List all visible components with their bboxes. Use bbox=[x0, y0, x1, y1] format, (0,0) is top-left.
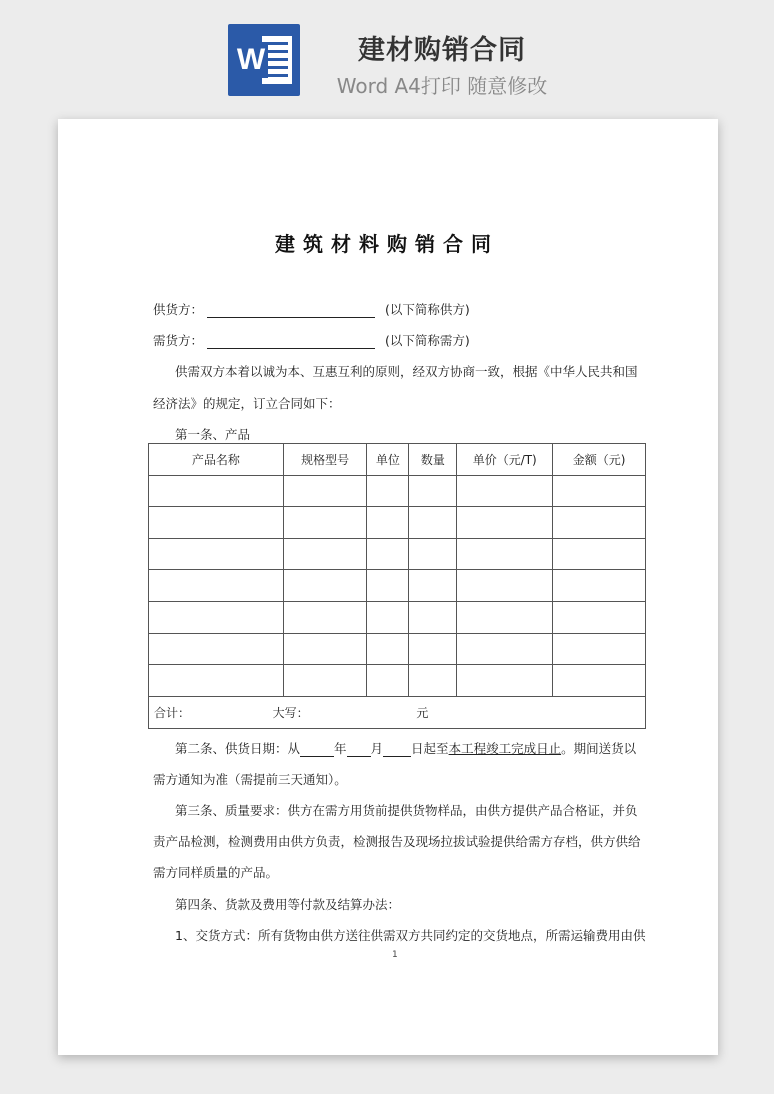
table-cell[interactable] bbox=[283, 633, 367, 665]
table-cell[interactable] bbox=[409, 665, 457, 697]
article-2-tail: 。期间送货以 bbox=[561, 741, 637, 756]
table-header-row bbox=[149, 444, 646, 476]
table-row bbox=[149, 507, 646, 539]
table-cell[interactable] bbox=[283, 538, 367, 570]
table-cell[interactable] bbox=[409, 475, 457, 507]
table-cell[interactable] bbox=[367, 633, 409, 665]
supplier-note: (以下简称供方) bbox=[384, 302, 470, 317]
article-2-line-1 bbox=[175, 739, 636, 757]
article-3-line-3: 需方同样质量的产品。 bbox=[153, 865, 279, 880]
table-cell[interactable] bbox=[283, 507, 367, 539]
header-product-name: 产品名称 bbox=[149, 444, 284, 476]
table-row bbox=[149, 633, 646, 665]
supplier-field[interactable] bbox=[207, 317, 375, 318]
total-label: 合计： bbox=[154, 705, 191, 720]
table-cell[interactable] bbox=[367, 570, 409, 602]
table-row bbox=[149, 665, 646, 697]
banner-title: 建材购销合同 bbox=[358, 35, 526, 66]
table-cell[interactable] bbox=[409, 633, 457, 665]
completion-date-text: 本工程竣工完成日止 bbox=[448, 741, 562, 756]
table-cell[interactable] bbox=[283, 475, 367, 507]
product-table bbox=[148, 443, 646, 729]
supplier-label: 供货方： bbox=[153, 302, 204, 317]
article-3-line-1: 第三条、质量要求：供方在需方用货前提供货物样品，由供方提供产品合格证，并负 bbox=[175, 803, 638, 818]
table-row bbox=[149, 570, 646, 602]
document-title: 建筑材料购销合同 bbox=[275, 232, 499, 256]
table-cell[interactable] bbox=[553, 633, 646, 665]
article-4-heading: 第四条、货款及费用等付款及结算办法： bbox=[175, 897, 401, 912]
table-cell[interactable] bbox=[553, 507, 646, 539]
buyer-label: 需货方： bbox=[153, 333, 204, 348]
table-cell[interactable] bbox=[283, 570, 367, 602]
clause-1: 1、交货方式：所有货物由供方送往供需双方共同约定的交货地点，所需运输费用由供 bbox=[175, 928, 646, 943]
buyer-field[interactable] bbox=[207, 348, 375, 349]
table-cell[interactable] bbox=[149, 507, 284, 539]
article-3-line-2: 责产品检测，检测费用由供方负责，检测报告及现场拉拔试验提供给需方存档，供方供给 bbox=[153, 834, 641, 849]
table-cell[interactable] bbox=[409, 538, 457, 570]
header-unit-price: 单价（元/T) bbox=[457, 444, 553, 476]
table-cell[interactable] bbox=[149, 633, 284, 665]
table-cell[interactable] bbox=[553, 538, 646, 570]
year-field[interactable] bbox=[300, 756, 334, 757]
buyer-line bbox=[153, 331, 470, 349]
capital-label: 大写： bbox=[272, 705, 309, 720]
banner-subtitle: Word A4打印 随意修改 bbox=[336, 74, 548, 98]
header-amount: 金额（元) bbox=[553, 444, 646, 476]
month-field[interactable] bbox=[347, 756, 371, 757]
header-quantity: 数量 bbox=[409, 444, 457, 476]
table-row bbox=[149, 538, 646, 570]
total-cell bbox=[149, 696, 646, 728]
table-cell[interactable] bbox=[367, 538, 409, 570]
table-cell[interactable] bbox=[457, 538, 553, 570]
day-label: 日起至 bbox=[411, 741, 449, 756]
word-logo-icon bbox=[228, 24, 300, 96]
table-cell[interactable] bbox=[149, 570, 284, 602]
table-cell[interactable] bbox=[367, 601, 409, 633]
article-2-line-2: 需方通知为准（需提前三天通知）。 bbox=[153, 772, 347, 787]
page-number: 1 bbox=[392, 950, 398, 960]
table-cell[interactable] bbox=[367, 507, 409, 539]
table-cell[interactable] bbox=[553, 570, 646, 602]
article-2-prefix: 第二条、供货日期：从 bbox=[175, 741, 301, 756]
table-cell[interactable] bbox=[149, 665, 284, 697]
month-label: 月 bbox=[370, 741, 384, 756]
banner bbox=[0, 0, 774, 112]
table-cell[interactable] bbox=[457, 507, 553, 539]
table-cell[interactable] bbox=[149, 475, 284, 507]
table-row bbox=[149, 475, 646, 507]
header-spec-model: 规格型号 bbox=[283, 444, 367, 476]
table-cell[interactable] bbox=[553, 475, 646, 507]
table-cell[interactable] bbox=[553, 601, 646, 633]
table-cell[interactable] bbox=[457, 633, 553, 665]
yuan-label: 元 bbox=[416, 705, 429, 720]
intro-line-2: 经济法》的规定，订立合同如下： bbox=[153, 396, 341, 411]
table-cell[interactable] bbox=[457, 601, 553, 633]
table-row bbox=[149, 601, 646, 633]
table-cell[interactable] bbox=[457, 475, 553, 507]
table-cell[interactable] bbox=[283, 601, 367, 633]
day-field[interactable] bbox=[383, 756, 411, 757]
supplier-line bbox=[153, 300, 470, 318]
table-cell[interactable] bbox=[149, 538, 284, 570]
table-cell[interactable] bbox=[149, 601, 284, 633]
header-unit: 单位 bbox=[367, 444, 409, 476]
table-cell[interactable] bbox=[457, 570, 553, 602]
word-logo-letter: W bbox=[234, 42, 268, 78]
table-cell[interactable] bbox=[367, 665, 409, 697]
table-cell[interactable] bbox=[457, 665, 553, 697]
article-1-heading: 第一条、产品 bbox=[175, 427, 251, 442]
table-cell[interactable] bbox=[409, 601, 457, 633]
table-cell[interactable] bbox=[409, 570, 457, 602]
table-cell[interactable] bbox=[553, 665, 646, 697]
year-label: 年 bbox=[334, 741, 347, 756]
buyer-note: (以下简称需方) bbox=[384, 333, 470, 348]
intro-line-1: 供需双方本着以诚为本、互惠互利的原则，经双方协商一致，根据《中华人民共和国 bbox=[175, 364, 638, 379]
table-total-row bbox=[149, 696, 646, 728]
table-cell[interactable] bbox=[367, 475, 409, 507]
table-cell[interactable] bbox=[409, 507, 457, 539]
table-cell[interactable] bbox=[283, 665, 367, 697]
